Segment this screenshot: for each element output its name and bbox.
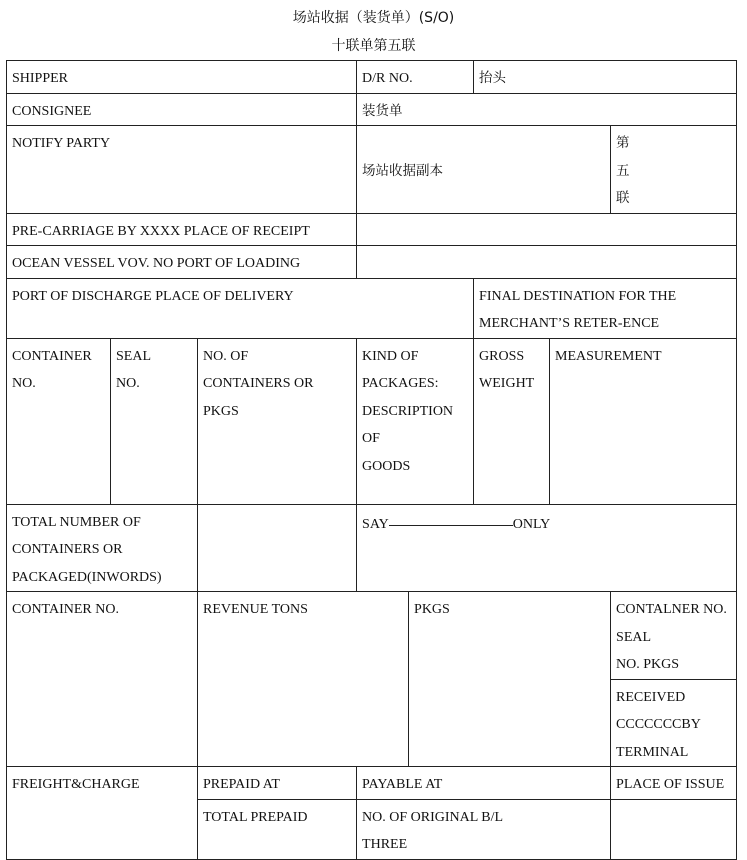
- gross-weight-column[interactable]: [474, 338, 550, 504]
- container-seal-pkgs-field[interactable]: [611, 592, 737, 680]
- say-prefix: SAY: [362, 516, 389, 532]
- notify-party-label: NOTIFY PARTY: [12, 136, 111, 151]
- consignee-field[interactable]: [7, 93, 357, 126]
- measurement-column[interactable]: [550, 338, 737, 504]
- payable-at-field[interactable]: [357, 767, 611, 800]
- prepaid-at-field[interactable]: [198, 767, 357, 800]
- place-of-issue-field[interactable]: [611, 767, 737, 800]
- final-destination-label: MERCHANT’S RETER-ENCE: [479, 316, 660, 331]
- copy-number-cell: [611, 126, 737, 214]
- freight-charge-field[interactable]: [7, 767, 198, 860]
- port-of-discharge-label: PORT OF DISCHARGE PLACE OF DELIVERY: [12, 288, 294, 304]
- freight-charge-label: FREIGHT&CHARGE: [12, 777, 140, 792]
- container-seal-pkgs-label: NO. PKGS: [616, 657, 680, 672]
- seal-no-header: NO.: [116, 376, 140, 391]
- pre-carriage-field[interactable]: [7, 213, 357, 246]
- total-number-field: [7, 504, 198, 592]
- kind-of-packages-column[interactable]: [357, 338, 474, 504]
- container-no-header: NO.: [12, 376, 36, 391]
- container-seal-pkgs-label: CONTALNER NO. SEAL: [616, 602, 727, 645]
- received-terminal-label: RECEIVED CCCCCCCBY: [616, 689, 701, 732]
- revenue-tons-field[interactable]: [198, 592, 409, 767]
- no-of-containers-column[interactable]: [198, 338, 357, 504]
- original-bl-field[interactable]: [357, 799, 611, 859]
- shipping-order-cell: [357, 93, 737, 126]
- no-of-containers-header: CONTAINERS OR: [203, 376, 314, 391]
- dock-receipt-copy-cell: [357, 126, 611, 214]
- pkgs-field[interactable]: [409, 592, 611, 767]
- dr-no-label: D/R NO.: [362, 71, 413, 86]
- copy-number-char: 联: [616, 190, 630, 206]
- consignee-label: CONSIGNEE: [12, 103, 92, 119]
- container-no-column[interactable]: [7, 338, 111, 504]
- letterhead-field[interactable]: [474, 61, 737, 94]
- copy-number-char: 五: [616, 162, 630, 179]
- say-suffix: ONLY: [512, 516, 551, 532]
- gross-weight-header: GROSS: [479, 348, 525, 364]
- received-terminal-label: TERMINAL: [616, 744, 689, 760]
- prepaid-at-label: PREPAID AT: [203, 777, 280, 792]
- say-only-field[interactable]: [357, 504, 737, 592]
- container-no-header: CONTAINER: [12, 348, 92, 364]
- gross-weight-header: WEIGHT: [479, 376, 535, 391]
- seal-no-header: SEAL: [116, 348, 151, 364]
- total-number-label: PACKAGED(INWORDS): [12, 569, 162, 585]
- original-bl-value: THREE: [362, 837, 408, 852]
- ocean-vessel-label: OCEAN VESSEL VOV. NO PORT OF LOADING: [12, 256, 301, 271]
- total-number-value[interactable]: [198, 504, 357, 592]
- shipping-order-label: 装货单: [362, 102, 403, 119]
- form-title: 场站收据（装货单）(S/O): [292, 10, 455, 26]
- ocean-vessel-value[interactable]: [357, 246, 737, 279]
- final-destination-field[interactable]: [474, 278, 737, 338]
- no-of-containers-header: NO. OF: [203, 348, 249, 364]
- final-destination-label: FINAL DESTINATION FOR THE: [479, 288, 677, 304]
- dock-receipt-form: [6, 60, 737, 860]
- pkgs-label: PKGS: [414, 602, 450, 617]
- shipper-label: SHIPPER: [12, 71, 69, 86]
- say-amount-blank[interactable]: [389, 509, 513, 526]
- form-subtitle: 十联单第五联: [331, 38, 416, 54]
- total-number-label: TOTAL NUMBER OF: [12, 514, 141, 530]
- received-terminal-field[interactable]: [611, 679, 737, 767]
- container-no-field[interactable]: [7, 592, 198, 767]
- place-of-issue-value[interactable]: [611, 799, 737, 859]
- letterhead-label: 抬头: [479, 70, 507, 86]
- total-prepaid-label: TOTAL PREPAID: [203, 809, 308, 825]
- notify-party-field[interactable]: [7, 126, 357, 214]
- kind-of-packages-header: KIND OF: [362, 348, 419, 364]
- no-of-containers-header: PKGS: [203, 403, 239, 419]
- payable-at-label: PAYABLE AT: [362, 777, 443, 792]
- ocean-vessel-field[interactable]: [7, 246, 357, 279]
- total-number-label: CONTAINERS OR: [12, 542, 123, 557]
- port-of-discharge-field[interactable]: [7, 278, 474, 338]
- dr-no-field[interactable]: [357, 61, 474, 94]
- dock-receipt-copy-label: 场站收据副本: [362, 162, 444, 179]
- kind-of-packages-header: PACKAGES:: [362, 376, 439, 391]
- kind-of-packages-header: DESCRIPTION: [362, 403, 454, 419]
- kind-of-packages-header: OF: [362, 431, 380, 446]
- shipper-field[interactable]: [7, 61, 357, 94]
- revenue-tons-label: REVENUE TONS: [203, 602, 308, 617]
- total-prepaid-field[interactable]: [198, 799, 357, 859]
- place-of-issue-label: PLACE OF ISSUE: [616, 777, 725, 792]
- seal-no-column[interactable]: [111, 338, 198, 504]
- original-bl-label: NO. OF ORIGINAL B/L: [362, 809, 504, 825]
- container-no-label: CONTAINER NO.: [12, 602, 119, 617]
- measurement-header: MEASUREMENT: [555, 348, 662, 364]
- pre-carriage-label: PRE-CARRIAGE BY XXXX PLACE OF RECEIPT: [12, 223, 310, 239]
- pre-carriage-value[interactable]: [357, 213, 737, 246]
- kind-of-packages-header: GOODS: [362, 458, 411, 474]
- copy-number-char: 第: [616, 135, 630, 151]
